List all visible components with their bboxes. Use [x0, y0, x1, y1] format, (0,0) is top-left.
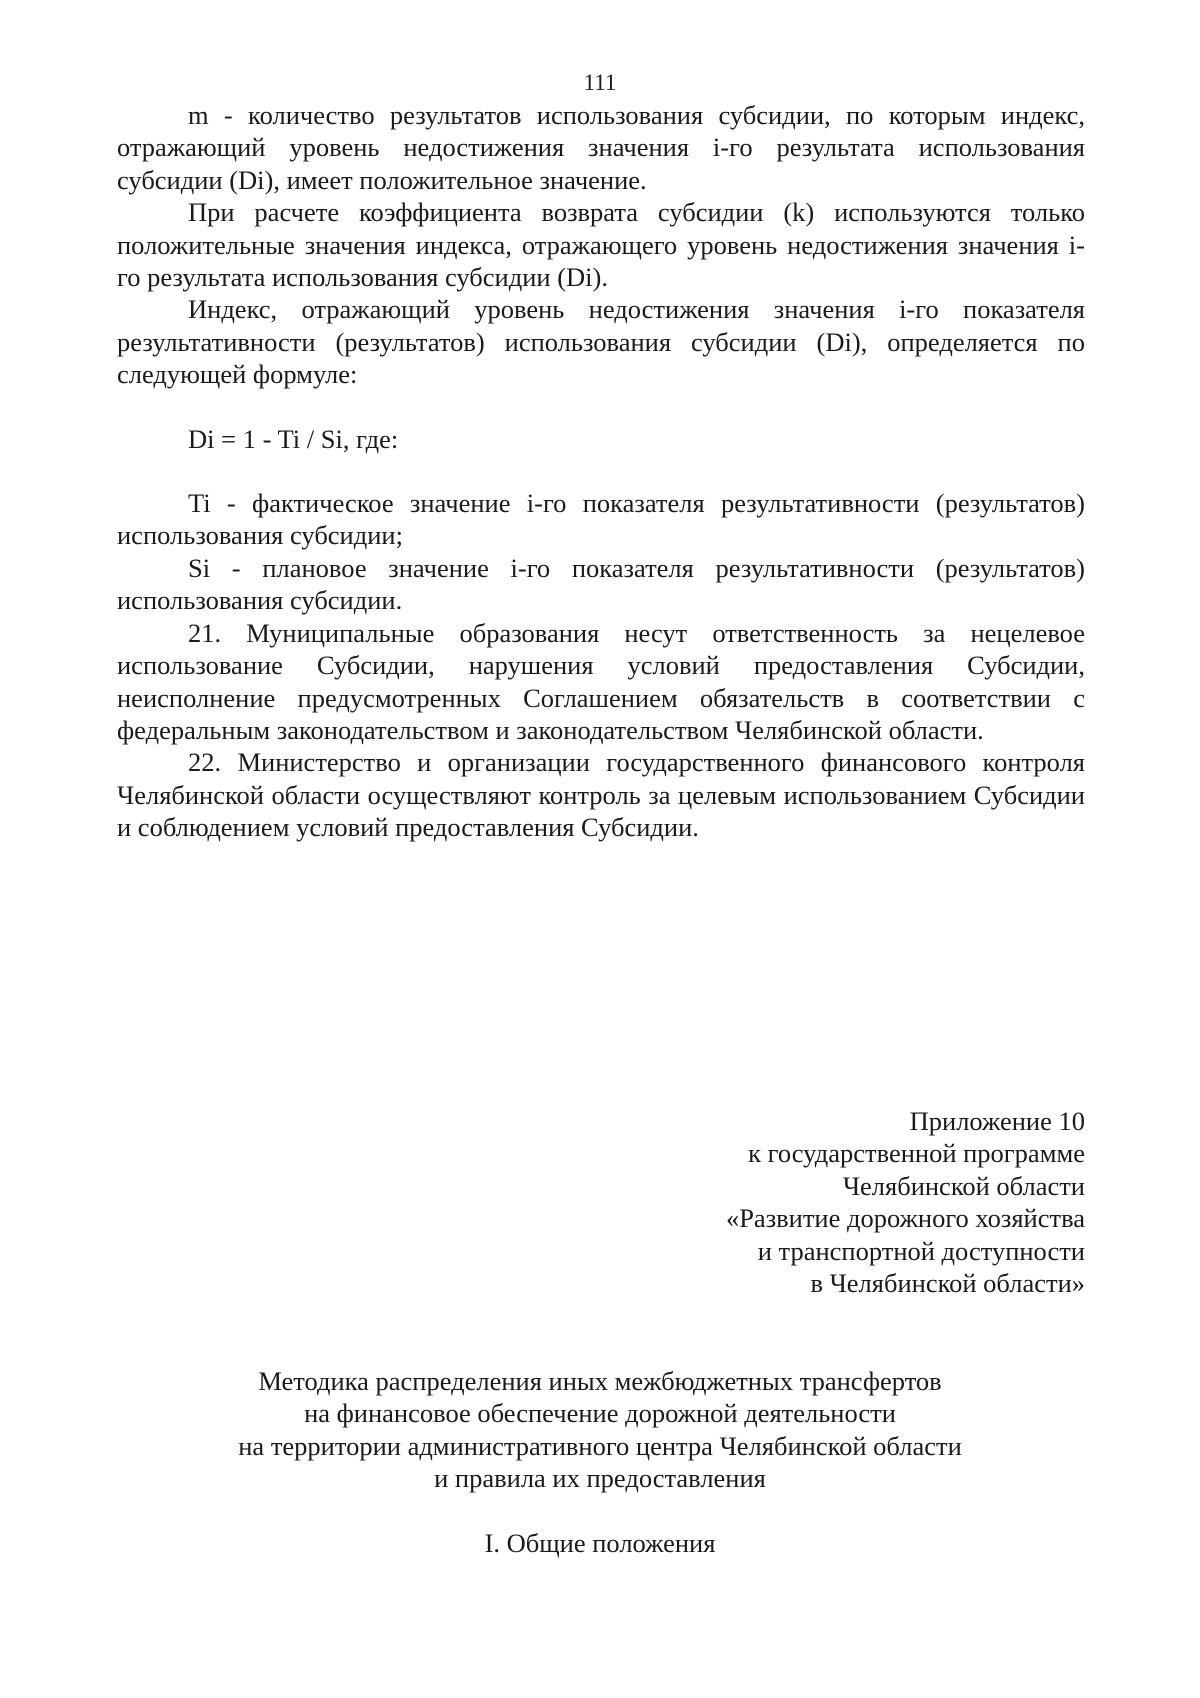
method-title-line: на финансовое обеспечение дорожной деятельности [304, 1398, 896, 1429]
appendix-line: Челябинской области [842, 1170, 1085, 1201]
page-number: 111 [583, 70, 617, 95]
paragraph-index-intro: Индекс, отражающий уровень недостижения значения i-го показателя результативности (результатов) использования субсидии (Di), определяется по следующей формуле: [117, 294, 1085, 390]
method-title-line: и правила их предоставления [434, 1463, 766, 1494]
definition-ti: Ti - фактическое значение i-го показателя результативности (результатов) использования субсидии; [117, 488, 1085, 551]
clause-21: 21. Муниципальные образования несут ответственность за нецелевое использование Субсидии, нарушения условий предоставления Субсидии, неисполнение предусмотренных Соглашением обязательств в соответствии с федеральным законодательством и законодательством Челябинской области. [117, 617, 1085, 745]
appendix-line: и транспортной доступности [757, 1235, 1085, 1266]
paragraph-m-definition: m - количество результатов использования субсидии, по которым индекс, отражающий уровень недостижения значения i-го результата использования субсидии (Di), имеет положительное значение. [117, 100, 1085, 195]
section-title: I. Общие положения [484, 1528, 716, 1558]
method-title-line: Методика распределения иных межбюджетных трансфертов [258, 1366, 942, 1396]
formula: Di = 1 - Ti / Si, где: [188, 423, 399, 454]
method-title [0, 1365, 1200, 1495]
appendix-line: Приложение 10 [909, 1106, 1085, 1136]
method-title-line: на территории административного центра Челябинской области [238, 1430, 962, 1461]
appendix-line: в Челябинской области» [810, 1268, 1085, 1299]
appendix-block [565, 1105, 1085, 1299]
definition-si: Si - плановое значение i-го показателя результативности (результатов) использования субсидии. [117, 552, 1085, 616]
paragraph-k-coefficient: При расчете коэффициента возврата субсидии (k) используются только положительные значения индекса, отражающего уровень недостижения значения i-го результата использования субсидии (Di). [117, 197, 1085, 293]
clause-22: 22. Министерство и организации государственного финансового контроля Челябинской области осуществляют контроль за целевым использованием Субсидии и соблюдением условий предоставления Субсидии. [117, 747, 1085, 843]
appendix-line: к государственной программе [748, 1138, 1085, 1169]
body-text [117, 99, 1085, 844]
appendix-line: «Развитие дорожного хозяйства [725, 1203, 1085, 1234]
